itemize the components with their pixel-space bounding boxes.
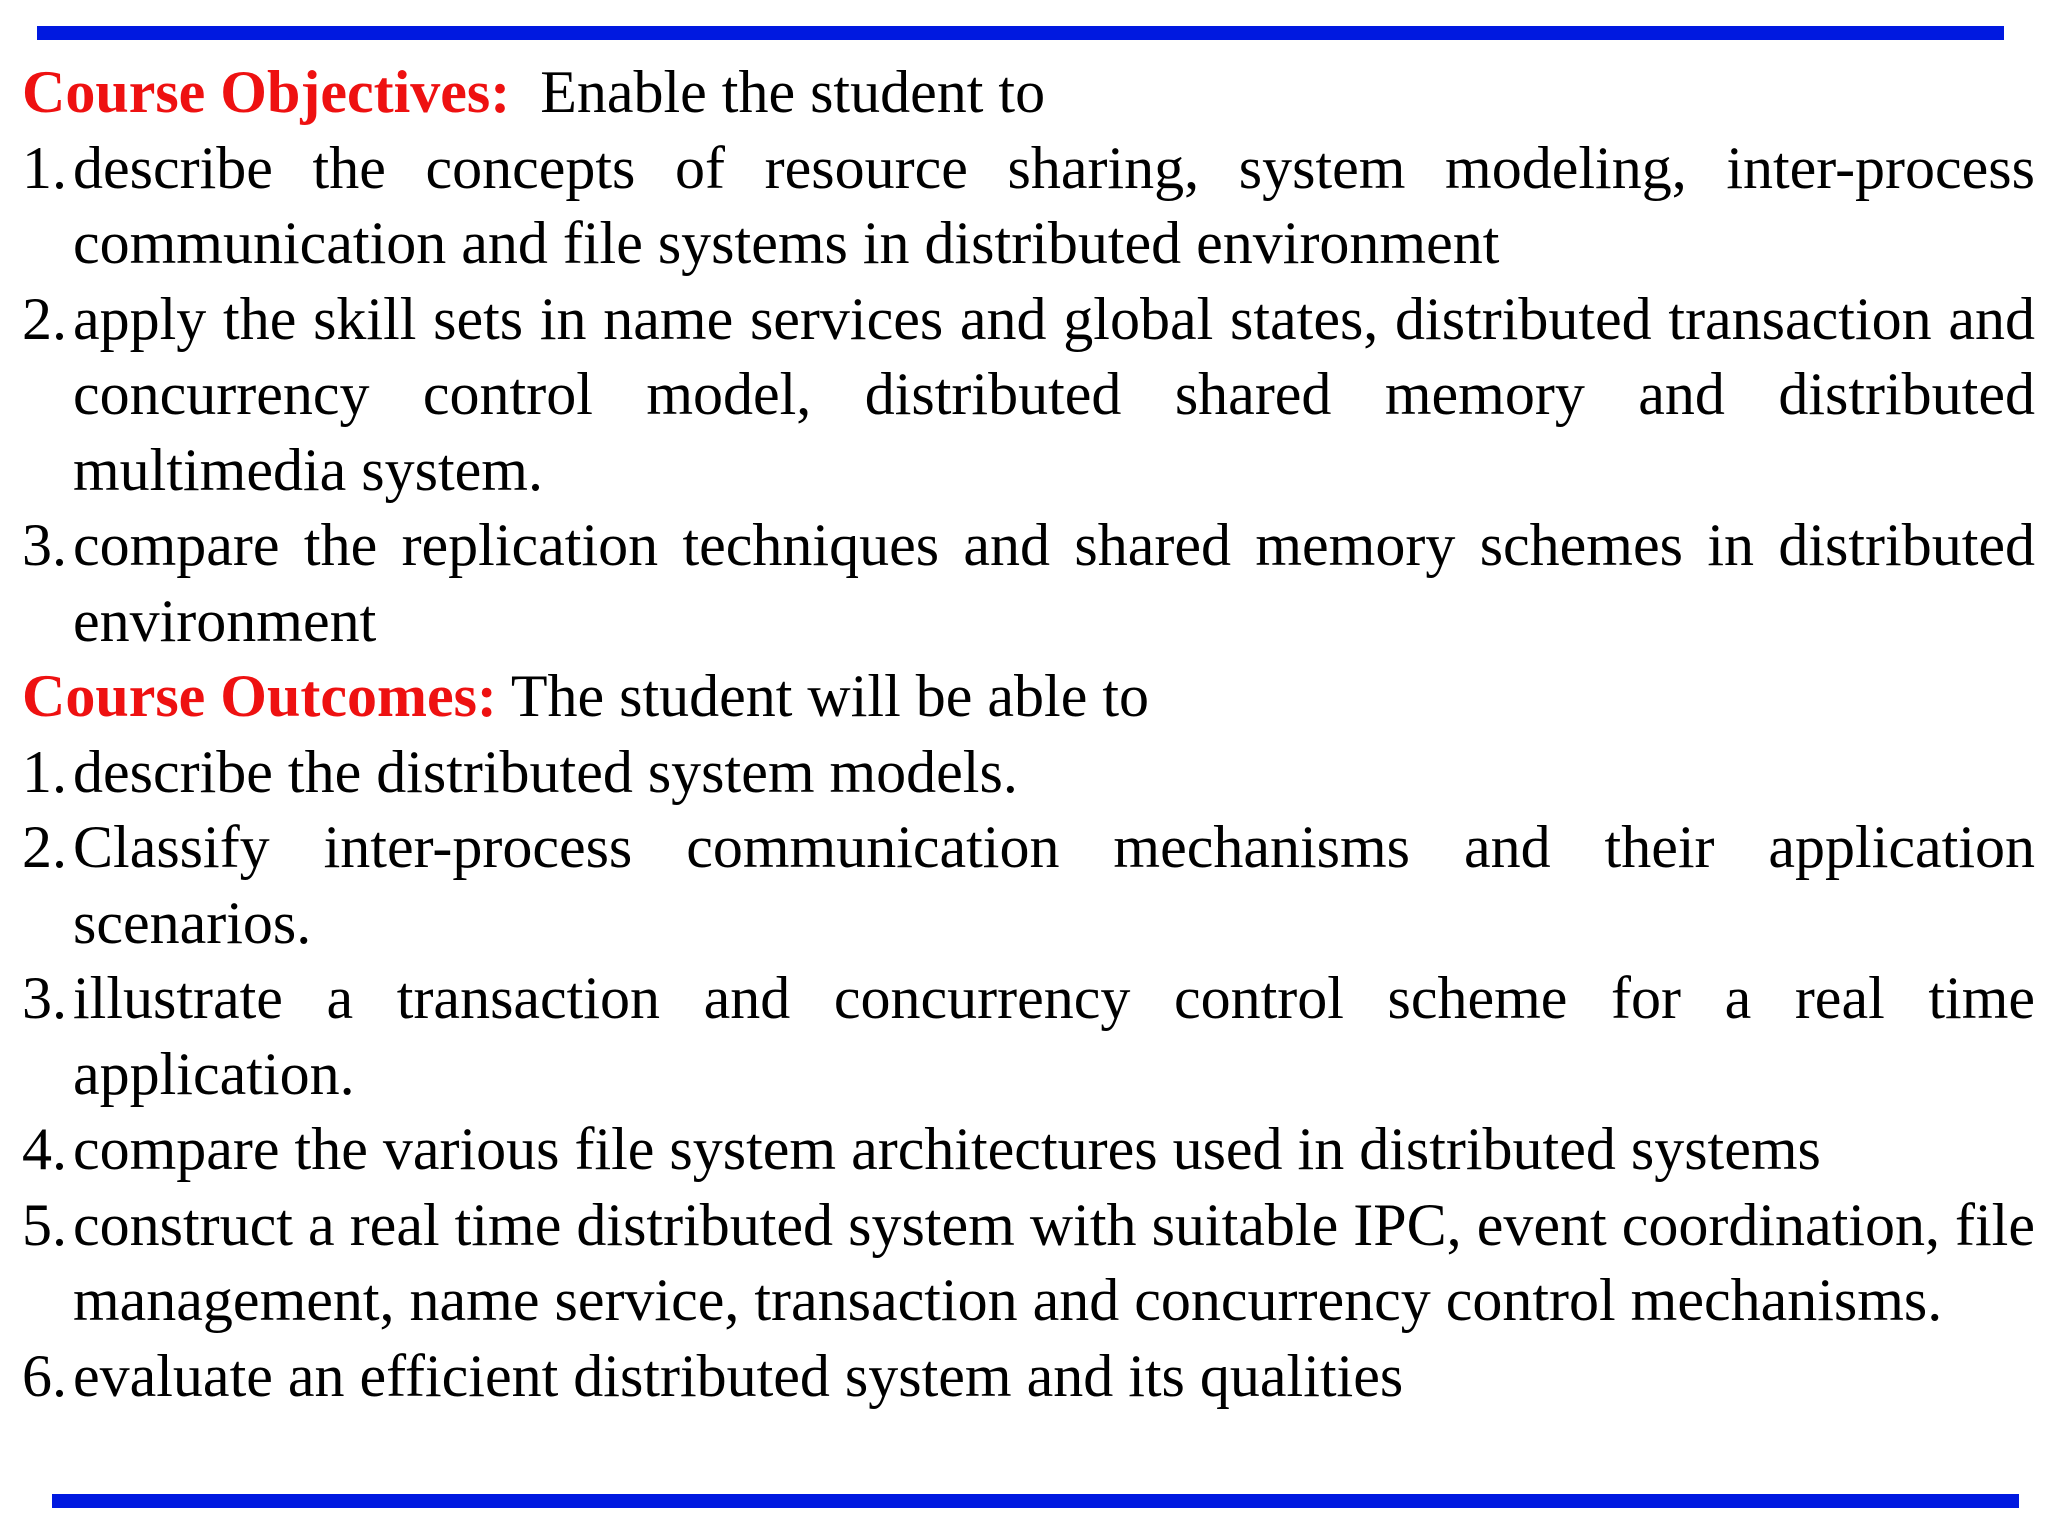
outcome-text: compare the various file system architectures used in distributed systems [73, 1116, 1821, 1182]
outcome-item [22, 1112, 2035, 1188]
objective-number: 3. [22, 512, 67, 578]
outcome-number: 6. [22, 1342, 67, 1409]
outcomes-heading [22, 659, 2035, 735]
objective-number: 1. [22, 134, 67, 201]
objective-item [22, 131, 2035, 282]
objective-item [22, 282, 2035, 509]
top-divider [37, 26, 2004, 40]
objectives-label: Course Objectives: [22, 59, 511, 125]
outcome-text: illustrate a transaction and concurrency control scheme for a real time application. [73, 965, 2035, 1107]
objectives-heading [22, 55, 2035, 131]
objective-item [22, 508, 2035, 659]
outcome-number: 3. [22, 965, 67, 1031]
outcome-item [22, 735, 2035, 811]
outcome-number: 1. [22, 738, 67, 805]
outcomes-label: Course Outcomes: [22, 663, 497, 729]
objective-text: compare the replication techniques and shared memory schemes in distributed environment [73, 512, 2035, 654]
objectives-intro: Enable the student to [540, 59, 1046, 125]
outcome-number: 4. [22, 1116, 67, 1182]
outcome-text: Classify inter-process communication mechanisms and their application scenarios. [73, 814, 2035, 956]
outcome-item [22, 961, 2035, 1112]
outcome-number: 5. [22, 1191, 67, 1258]
outcome-text: evaluate an efficient distributed system and its qualities [73, 1342, 1404, 1409]
outcome-number: 2. [22, 814, 67, 880]
slide-content [22, 55, 2035, 1414]
outcome-item [22, 1188, 2035, 1339]
objective-text: apply the skill sets in name services and global states, distributed transaction and concurrency control model, distributed shared memory and distributed multimedia system. [73, 285, 2035, 503]
outcome-text: describe the distributed system models. [73, 738, 1018, 805]
outcome-item [22, 810, 2035, 961]
outcomes-intro: The student will be able to [510, 663, 1150, 729]
objective-number: 2. [22, 285, 67, 352]
bottom-divider [52, 1494, 2019, 1508]
objective-text: describe the concepts of resource sharing, system modeling, inter-process communication and file systems in distributed environment [73, 134, 2035, 276]
outcome-item [22, 1339, 2035, 1415]
outcome-text: construct a real time distributed system with suitable IPC, event coordination, file management, name service, transaction and concurrency control mechanisms. [73, 1191, 2035, 1333]
